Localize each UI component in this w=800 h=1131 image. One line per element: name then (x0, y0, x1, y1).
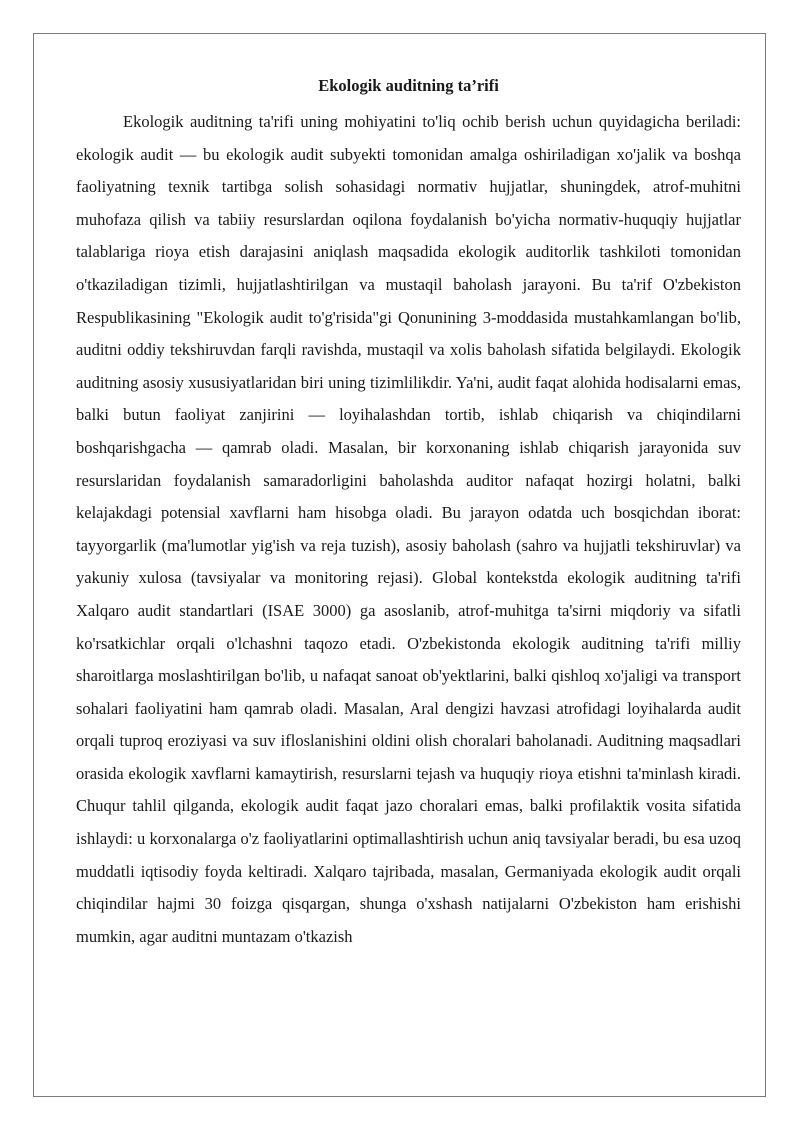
document-title: Ekologik auditning ta’rifi (318, 76, 499, 95)
document-paragraph: Ekologik auditning ta'rifi uning mohiyatini to'liq ochib berish uchun quyidagicha beriladi: ekologik audit — bu ekologik audit subyekti tomonidan amalga oshiriladigan xo'jalik va boshqa faoliyatning texnik tartibga solish sohasidagi normativ hujjatlar, shuningdek, atrof-muhitni muhofaza qilish va tabiiy resurslardan oqilona foydalanish bo'yicha normativ-huquqiy hujjatlar talablariga rioya etish darajasini aniqlash maqsadida ekologik auditorlik tashkiloti tomonidan o'tkaziladigan tizimli, hujjatlashtirilgan va mustaqil baholash jarayoni. Bu ta'rif O'zbekiston Respublikasining "Ekologik audit to'g'risida"gi Qonunining 3-moddasida mustahkamlangan bo'lib, auditni oddiy tekshiruvdan farqli ravishda, mustaqil va xolis baholash sifatida belgilaydi. Ekologik auditning asosiy xususiyatlaridan biri uning tizimlilikdir. Ya'ni, audit faqat alohida hodisalarni emas, balki butun faoliyat zanjirini — loyihalashdan tortib, ishlab chiqarish va chiqindilarni boshqarishgacha — qamrab oladi. Masalan, bir korxonaning ishlab chiqarish jarayonida suv resurslaridan foydalanish samaradorligini baholashda auditor nafaqat hozirgi holatni, balki kelajakdagi potensial xavflarni ham hisobga oladi. Bu jarayon odatda uch bosqichdan iborat: tayyorgarlik (ma'lumotlar yig'ish va reja tuzish), asosiy baholash (sahro va hujjatli tekshiruvlar) va yakuniy xulosa (tavsiyalar va monitoring rejasi). Global kontekstda ekologik auditning ta'rifi Xalqaro audit standartlari (ISAE 3000) ga asoslanib, atrof-muhitga ta'sirni miqdoriy va sifatli ko'rsatkichlar orqali o'lchashni taqozo etadi. O'zbekistonda ekologik auditning ta'rifi milliy sharoitlarga moslashtirilgan bo'lib, u nafaqat sanoat ob'yektlarini, balki qishloq xo'jaligi va transport sohalari faoliyatini ham qamrab oladi. Masalan, Aral dengizi havzasi atrofidagi loyihalarda audit orqali tuproq eroziyasi va suv ifloslanishini oldini olish choralari baholanadi. Auditning maqsadlari orasida ekologik xavflarni kamaytirish, resurslarni tejash va huquqiy rioya etishni ta'minlash kiradi. Chuqur tahlil qilganda, ekologik audit faqat jazo choralari emas, balki profilaktik vosita sifatida ishlaydi: u korxonalarga o'z faoliyatlarini optimallashtirish uchun aniq tavsiyalar beradi, bu esa uzoq muddatli iqtisodiy foyda keltiradi. Xalqaro tajribada, masalan, Germaniyada ekologik audit orqali chiqindilar hajmi 30 foizga qisqargan, shunga o'xshash natijalarni O'zbekiston ham erishishi mumkin, agar auditni muntazam o'tkazish (76, 112, 741, 946)
document-content (76, 74, 741, 953)
